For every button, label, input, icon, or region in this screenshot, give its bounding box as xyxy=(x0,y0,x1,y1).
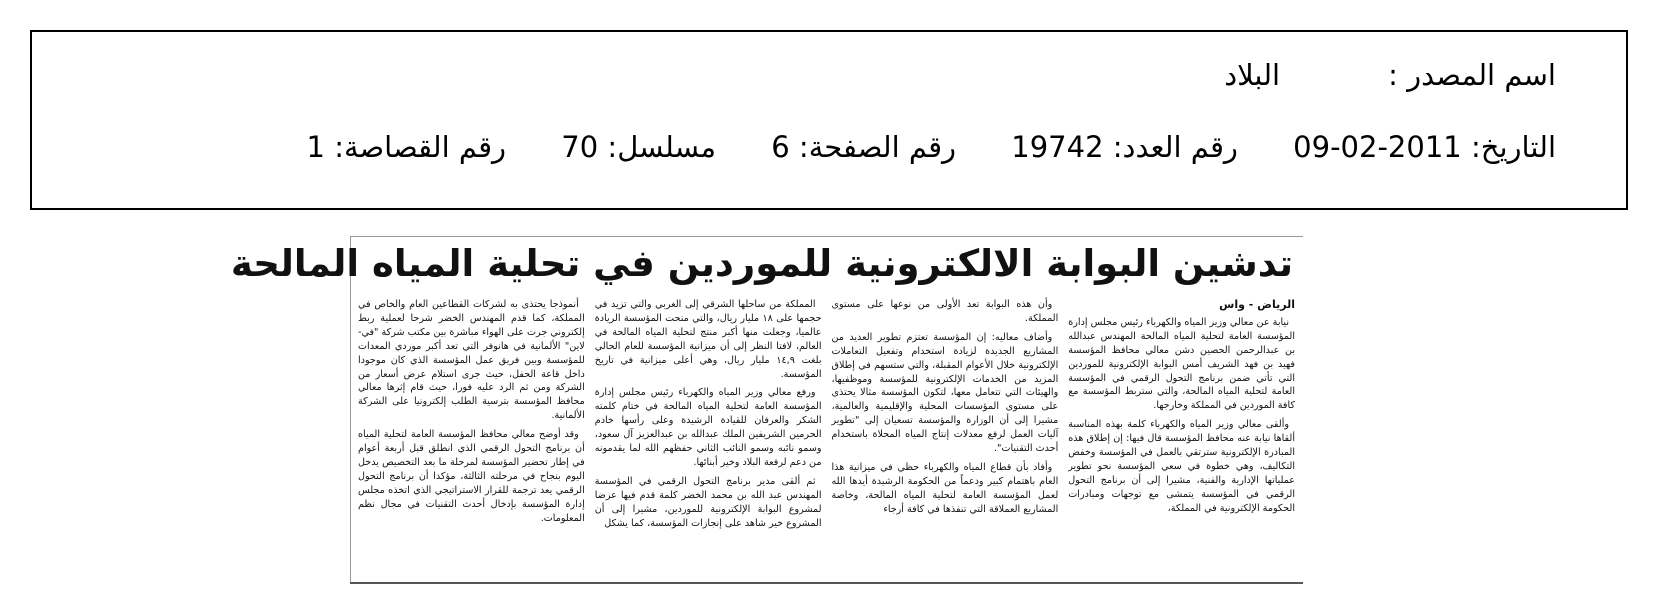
clip-number-label: رقم القصاصة: xyxy=(334,130,507,164)
article-paragraph: المملكة من ساحلها الشرقي إلى الغربي والتي تزيد في حجمها على ١٨ مليار ريال، والتي منحت المؤسسة الريادة عالميا، وجعلت منها أكبر منتج لتحلية المياه المالحة في العالم، لافتا النظر إلى أن ميزانية المؤسسة للعام الحالي بلغت ١٤,٩ مليار ريال، وهي أعلى ميزانية في تاريخ المؤسسة. xyxy=(594,299,822,380)
clipping-metadata-box xyxy=(30,30,1628,210)
clipping-top-rule xyxy=(350,236,1303,237)
details-row xyxy=(307,130,1556,164)
article-paragraph: وقد أوضح معالي محافظ المؤسسة العامة لتحلية المياه أن برنامج التحول الرقمي الذي انطلق قبل أربعة أعوام في إطار تحضير المؤسسة لمرحلة ما بعد التخصيص يدخل اليوم بنجاح في مرحلته الثالثة، مؤكدا أن برنامج التحول الرقمي يعد ترجمة للقرار الاستراتيجي الذي اتخذه مجلس إدارة المؤسسة بإدخال أحدث التقنيات في مجال نظم المعلومات. xyxy=(358,429,585,524)
article-paragraph: أنموذجا يحتذى به لشركات القطاعين العام والخاص في المملكة، كما قدم المهندس الخضر شرحا لعملية ربط إلكتروني جرت على الهواء مباشرة بين مكتب شركة "في-لاين" الألمانية في هانوفر التي تعد أكبر موردي المعدات للمؤسسة وبين فريق عمل المؤسسة الذي كان موجودا داخل قاعة الحفل، حيث جرى استلام عرض أسعار من الشركة ومن ثم الرد عليه فورا، حيث قام إثرها معالي محافظ المؤسسة بترسية الطلب إلكترونيا على الشركة الألمانية. xyxy=(358,299,585,422)
newspaper-clipping xyxy=(230,236,1303,584)
issue-field xyxy=(1011,130,1238,164)
issue-value: 19742 xyxy=(1011,130,1104,164)
page-field xyxy=(771,130,956,164)
article-column-3 xyxy=(595,298,822,580)
source-label: اسم المصدر : xyxy=(1388,58,1556,92)
page-label: رقم الصفحة: xyxy=(798,130,957,164)
date-label: التاريخ: xyxy=(1470,130,1556,164)
article-paragraph: وألقى معالي وزير المياه والكهرباء كلمة بهذه المناسبة ألقاها نيابة عنه محافظ المؤسسة قال فيها: إن إطلاق هذه المبادرة الإلكترونية سترتقي بالعمل في المؤسسة وخفض التكاليف، وهي خطوة في سعي المؤسسة نحو تطوير عملياتها الإدارية والفنية، مشيرا إلى أن برنامج التحول الرقمي في المؤسسة يتمشى مع توجهات ومبادرات الحكومة الإلكترونية في المملكة، xyxy=(1068,419,1295,514)
source-value: البلاد xyxy=(1224,58,1281,92)
serial-label: مسلسل: xyxy=(607,130,717,164)
clipping-bottom-rule xyxy=(350,582,1303,584)
article-paragraph: وأفاد بأن قطاع المياه والكهرباء حظي في ميزانية هذا العام باهتمام كبير ودعماً من الحكومة الرشيدة أيدها الله لعمل المؤسسة العامة لتحلية المياه المالحة، وخاصة المشاريع العملاقة التي تنفذها في كافة أرجاء xyxy=(831,461,1059,515)
article-paragraph: نيابة عن معالي وزير المياه والكهرباء رئيس مجلس إدارة المؤسسة العامة لتحلية المياه المالحة المهندس عبدالله بن عبدالرحمن الحصين دشن معالي محافظ المؤسسة فهيد بن فهد الشريف أمس البوابة الإلكترونية للموردين التي تأتي ضمن برنامج التحول الرقمي في المؤسسة العامة لتحلية المياه المالحة، والتي ستربط المؤسسة مع كافة الموردين في المملكة وخارجها. xyxy=(1068,316,1295,412)
issue-label: رقم العدد: xyxy=(1112,130,1238,164)
serial-value: 70 xyxy=(561,130,599,164)
clip-number-value: 1 xyxy=(306,130,325,164)
clip-number-field xyxy=(307,130,507,164)
article-dateline: الرياض - واس xyxy=(1219,298,1295,311)
article-headline: تدشين البوابة الالكترونية للموردين في تحلية المياه المالحة xyxy=(230,242,1293,285)
serial-field xyxy=(561,130,716,164)
article-columns xyxy=(358,298,1295,580)
article-column-4 xyxy=(358,298,585,580)
date-value: 2011-02-09 xyxy=(1293,130,1462,164)
article-paragraph: ثم ألقى مدير برنامج التحول الرقمي في المؤسسة المهندس عبد الله بن محمد الخضر كلمة قدم فيها عرضا لمشروع البوابة الإلكترونية للموردين، مشيرا إلى أن المشروع خير شاهد على إنجازات المؤسسة، كما يشكل xyxy=(594,475,822,529)
article-column-1 xyxy=(1068,298,1295,580)
article-column-2 xyxy=(832,298,1059,580)
source-row xyxy=(1224,58,1556,92)
article-paragraph: وأضاف معاليه: إن المؤسسة تعتزم تطوير العديد من المشاريع الجديدة لزيادة استخدام وتفعيل التعاملات الإلكترونية خلال الأعوام المقبلة، والتي ستسهم في إطلاق المزيد من الخدمات الإلكترونية للمؤسسة وموظفيها، والهيئات التي تتعامل معها، لتكون المؤسسة مثالا يحتذى على مستوى المؤسسات المحلية والإقليمية والعالمية، مشيرا إلى أن الوزارة والمؤسسة تسعيان إلى "تطوير آليات العمل لرفع معدلات إنتاج المياه المحلاة باستخدام أحدث التقنيات". xyxy=(831,331,1059,455)
article-paragraph: ورفع معالي وزير المياه والكهرباء رئيس مجلس إدارة المؤسسة العامة لتحلية المياه المالحة في ختام كلمته الشكر والعرفان للقيادة الرشيدة وعلى رأسها خادم الحرمين الشريفين الملك عبدالله بن عبدالعزيز آل سعود، وسمو نائبه وسمو النائب الثاني حفظهم الله لما يقدمونه من دعم لرفعة البلاد وخير أبنائها. xyxy=(594,387,822,468)
page-value: 6 xyxy=(771,130,790,164)
date-field xyxy=(1293,130,1556,164)
article-paragraph: وأن هذه البوابة تعد الأولى من نوعها على مستوى المملكة. xyxy=(831,299,1059,324)
